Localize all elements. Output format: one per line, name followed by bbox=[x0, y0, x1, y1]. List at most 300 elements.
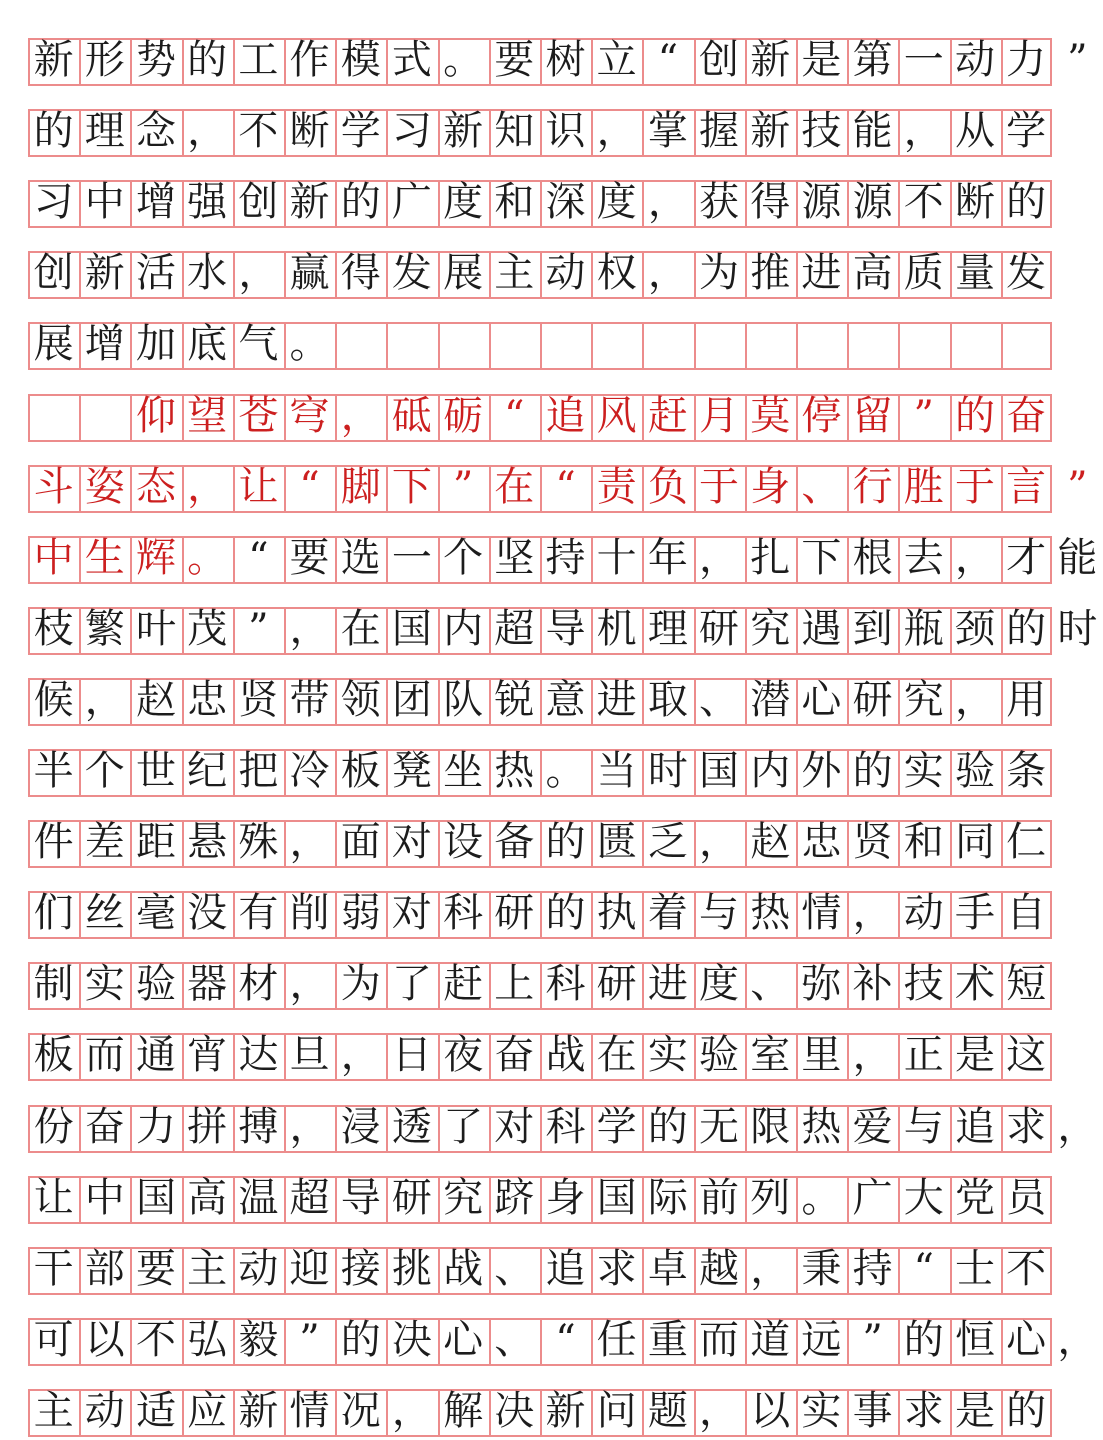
character: 莫 bbox=[750, 392, 791, 439]
character: 情 bbox=[289, 1387, 330, 1434]
character: 正 bbox=[903, 1032, 944, 1079]
character: 情 bbox=[801, 890, 842, 937]
text-line bbox=[28, 1170, 1088, 1226]
character: 在 bbox=[494, 463, 535, 510]
character: 行 bbox=[852, 463, 893, 510]
character: 加 bbox=[135, 321, 176, 368]
character: “ bbox=[248, 534, 269, 581]
character: 士 bbox=[954, 1245, 995, 1292]
character: 面 bbox=[340, 819, 381, 866]
character: 拼 bbox=[187, 1103, 228, 1150]
character: 一 bbox=[391, 534, 432, 581]
character: 带 bbox=[289, 676, 330, 723]
character: 下 bbox=[391, 463, 432, 510]
character: 为 bbox=[340, 961, 381, 1008]
character: 求 bbox=[903, 1387, 944, 1434]
character: 学 bbox=[1006, 108, 1047, 155]
character: 斗 bbox=[33, 463, 74, 510]
character: 的 bbox=[187, 37, 228, 83]
character: 言 bbox=[1006, 463, 1047, 510]
character: 动 bbox=[903, 890, 944, 937]
character: 掌 bbox=[647, 108, 688, 155]
character: 追 bbox=[954, 1103, 995, 1150]
character: 对 bbox=[391, 890, 432, 937]
character: 第 bbox=[852, 37, 893, 83]
character: 强 bbox=[187, 179, 228, 226]
character: 动 bbox=[545, 250, 586, 297]
character: 责 bbox=[596, 463, 637, 510]
character: 件 bbox=[33, 819, 74, 866]
character: 进 bbox=[801, 250, 842, 297]
character: 在 bbox=[340, 605, 381, 652]
character: “ bbox=[504, 392, 525, 439]
character: 削 bbox=[289, 890, 330, 937]
character: 念 bbox=[135, 108, 176, 155]
character: 接 bbox=[340, 1245, 381, 1292]
character: 繁 bbox=[84, 605, 125, 652]
character: 夜 bbox=[443, 1032, 484, 1079]
character: 们 bbox=[33, 890, 74, 937]
character: 、 bbox=[494, 1245, 535, 1292]
character: 气 bbox=[238, 321, 279, 368]
character: 为 bbox=[699, 250, 740, 297]
character: 奋 bbox=[84, 1103, 125, 1150]
character: 制 bbox=[33, 961, 74, 1008]
character: 根 bbox=[852, 534, 893, 581]
character: ” bbox=[452, 463, 474, 510]
character: 和 bbox=[903, 819, 944, 866]
character: 导 bbox=[340, 1174, 381, 1221]
character: 奋 bbox=[1006, 392, 1047, 439]
character: 验 bbox=[699, 1032, 740, 1079]
character: 问 bbox=[596, 1387, 637, 1434]
character: 源 bbox=[801, 179, 842, 226]
character: 砺 bbox=[443, 392, 484, 439]
character: 作 bbox=[289, 37, 330, 83]
character: 弘 bbox=[187, 1316, 228, 1363]
character: 乏 bbox=[647, 819, 688, 866]
character: 备 bbox=[494, 819, 535, 866]
character: 热 bbox=[494, 748, 535, 794]
character: 机 bbox=[596, 605, 637, 652]
character: 同 bbox=[954, 819, 995, 866]
character: 殊 bbox=[238, 819, 279, 866]
character: 叶 bbox=[135, 605, 176, 652]
character: ” bbox=[913, 392, 934, 439]
character: 的 bbox=[340, 1316, 381, 1363]
character: 团 bbox=[391, 676, 432, 723]
character: 主 bbox=[187, 1245, 228, 1292]
text-line bbox=[28, 1099, 1098, 1155]
character: 、 bbox=[801, 463, 842, 510]
text-line bbox=[28, 245, 1088, 301]
character: 心 bbox=[1006, 1316, 1047, 1363]
character: 下 bbox=[801, 534, 842, 581]
character: 贤 bbox=[238, 676, 279, 723]
character: 持 bbox=[852, 1245, 893, 1292]
character: 纪 bbox=[187, 748, 228, 794]
character: 推 bbox=[750, 250, 791, 297]
character: 研 bbox=[494, 890, 535, 937]
character: 而 bbox=[84, 1032, 125, 1079]
character: ， bbox=[238, 250, 279, 297]
character: ” bbox=[248, 605, 269, 652]
character: “ bbox=[913, 1245, 934, 1292]
character: ， bbox=[1057, 1316, 1098, 1363]
character: 挑 bbox=[391, 1245, 432, 1292]
character: ， bbox=[84, 676, 125, 723]
character: 式 bbox=[391, 37, 432, 83]
character: 坚 bbox=[494, 534, 535, 581]
character: 。 bbox=[187, 534, 228, 581]
character: 一 bbox=[903, 37, 944, 83]
character: ， bbox=[289, 605, 330, 652]
character: 习 bbox=[391, 108, 432, 155]
character: 从 bbox=[954, 108, 995, 155]
character: 不 bbox=[1006, 1245, 1047, 1292]
character: 战 bbox=[545, 1032, 586, 1079]
text-line bbox=[28, 388, 1088, 444]
character: 执 bbox=[596, 890, 637, 937]
character: 辉 bbox=[135, 534, 176, 581]
character: 、 bbox=[494, 1316, 535, 1363]
character: 源 bbox=[852, 179, 893, 226]
character: 知 bbox=[494, 108, 535, 155]
character: 进 bbox=[596, 676, 637, 723]
character: 况 bbox=[340, 1387, 381, 1434]
character: 任 bbox=[596, 1316, 637, 1363]
character: ， bbox=[647, 250, 688, 297]
character: 。 bbox=[289, 321, 330, 368]
character: ， bbox=[852, 890, 893, 937]
character: 中 bbox=[84, 179, 125, 226]
character: 力 bbox=[1006, 37, 1047, 83]
character: 是 bbox=[954, 1387, 995, 1434]
character: 态 bbox=[135, 463, 176, 510]
text-line bbox=[28, 743, 1088, 799]
character: 忠 bbox=[187, 676, 228, 723]
character: 能 bbox=[1057, 534, 1098, 581]
character: 的 bbox=[33, 108, 74, 155]
character bbox=[79, 388, 130, 444]
character: 的 bbox=[340, 179, 381, 226]
character: 科 bbox=[545, 961, 586, 1008]
character: 没 bbox=[187, 890, 228, 937]
character: 获 bbox=[699, 179, 740, 226]
character: 无 bbox=[699, 1103, 740, 1150]
character: 不 bbox=[135, 1316, 176, 1363]
character: 设 bbox=[443, 819, 484, 866]
text-line bbox=[28, 1241, 1088, 1297]
character: 决 bbox=[391, 1316, 432, 1363]
text-line bbox=[28, 672, 1088, 728]
character: 。 bbox=[801, 1174, 842, 1221]
character: 十 bbox=[596, 534, 637, 581]
character: 不 bbox=[238, 108, 279, 155]
character: 在 bbox=[596, 1032, 637, 1079]
character: 温 bbox=[238, 1174, 279, 1221]
character: 科 bbox=[443, 890, 484, 937]
character: 科 bbox=[545, 1103, 586, 1150]
character: 新 bbox=[84, 250, 125, 297]
character: 中 bbox=[84, 1174, 125, 1221]
character: 。 bbox=[545, 748, 586, 794]
character: 新 bbox=[750, 37, 791, 83]
character: ， bbox=[954, 676, 995, 723]
character: 通 bbox=[135, 1032, 176, 1079]
character: 的 bbox=[1006, 1387, 1047, 1434]
character: 导 bbox=[545, 605, 586, 652]
character: 个 bbox=[443, 534, 484, 581]
character: ， bbox=[1057, 1103, 1098, 1150]
character: 的 bbox=[852, 748, 893, 794]
character: 度 bbox=[443, 179, 484, 226]
character: 底 bbox=[187, 321, 228, 368]
text-line bbox=[28, 174, 1088, 230]
character: 理 bbox=[647, 605, 688, 652]
character: 技 bbox=[903, 961, 944, 1008]
character: 赶 bbox=[647, 392, 688, 439]
character: 断 bbox=[954, 179, 995, 226]
character: 室 bbox=[750, 1032, 791, 1079]
character: 奋 bbox=[494, 1032, 535, 1079]
character: 弥 bbox=[801, 961, 842, 1008]
character: 月 bbox=[699, 392, 740, 439]
character: 赢 bbox=[289, 250, 330, 297]
character: ， bbox=[647, 179, 688, 226]
character: ， bbox=[340, 392, 381, 439]
character: 力 bbox=[135, 1103, 176, 1150]
character: 领 bbox=[340, 676, 381, 723]
character: 的 bbox=[545, 890, 586, 937]
character: 透 bbox=[391, 1103, 432, 1150]
character: 追 bbox=[545, 392, 586, 439]
character: 新 bbox=[33, 37, 74, 83]
character: 动 bbox=[954, 37, 995, 83]
character: 有 bbox=[238, 890, 279, 937]
character: ， bbox=[699, 1387, 740, 1434]
character: 赶 bbox=[443, 961, 484, 1008]
character: 贤 bbox=[852, 819, 893, 866]
character: 实 bbox=[647, 1032, 688, 1079]
character: 到 bbox=[852, 605, 893, 652]
character: 题 bbox=[647, 1387, 688, 1434]
character: 国 bbox=[596, 1174, 637, 1221]
character: 适 bbox=[135, 1387, 176, 1434]
character: 实 bbox=[903, 748, 944, 794]
character: 形 bbox=[84, 37, 125, 83]
character: 让 bbox=[33, 1174, 74, 1221]
character: 国 bbox=[391, 605, 432, 652]
character: 器 bbox=[187, 961, 228, 1008]
character: 前 bbox=[699, 1174, 740, 1221]
character: 手 bbox=[954, 890, 995, 937]
character: 材 bbox=[238, 961, 279, 1008]
character: 、 bbox=[699, 676, 740, 723]
character: 战 bbox=[443, 1245, 484, 1292]
character: 着 bbox=[647, 890, 688, 937]
character: 赵 bbox=[135, 676, 176, 723]
character: 于 bbox=[954, 463, 995, 510]
character: ， bbox=[699, 534, 740, 581]
character: 识 bbox=[545, 108, 586, 155]
character: 赵 bbox=[750, 819, 791, 866]
character: 求 bbox=[596, 1245, 637, 1292]
character: 浸 bbox=[340, 1103, 381, 1150]
character: 匮 bbox=[596, 819, 637, 866]
character: 对 bbox=[391, 819, 432, 866]
character: ， bbox=[391, 1387, 432, 1434]
character: 颈 bbox=[954, 605, 995, 652]
character: 与 bbox=[699, 890, 740, 937]
character: 恒 bbox=[954, 1316, 995, 1363]
character: 列 bbox=[750, 1174, 791, 1221]
character: ， bbox=[187, 108, 228, 155]
character: ， bbox=[187, 463, 228, 510]
character: 悬 bbox=[187, 819, 228, 866]
character: 板 bbox=[340, 748, 381, 794]
character: 势 bbox=[135, 37, 176, 83]
character: “ bbox=[555, 1316, 576, 1363]
character: 而 bbox=[699, 1316, 740, 1363]
character: 应 bbox=[187, 1387, 228, 1434]
text-line bbox=[28, 32, 1088, 88]
character: 高 bbox=[187, 1174, 228, 1221]
character: 创 bbox=[238, 179, 279, 226]
character: 茂 bbox=[187, 605, 228, 652]
character: 得 bbox=[340, 250, 381, 297]
character: 与 bbox=[903, 1103, 944, 1150]
character: 意 bbox=[545, 676, 586, 723]
character: 事 bbox=[852, 1387, 893, 1434]
character: “ bbox=[299, 463, 320, 510]
character: 发 bbox=[1006, 250, 1047, 297]
character: 术 bbox=[954, 961, 995, 1008]
character: 条 bbox=[1006, 748, 1047, 794]
character: 深 bbox=[545, 179, 586, 226]
character: 望 bbox=[187, 392, 228, 439]
text-line bbox=[28, 1312, 1098, 1368]
character: 停 bbox=[801, 392, 842, 439]
character: 持 bbox=[545, 534, 586, 581]
character: 高 bbox=[852, 250, 893, 297]
text-line bbox=[28, 459, 1088, 515]
character: 水 bbox=[187, 250, 228, 297]
character: 内 bbox=[750, 748, 791, 794]
character: 增 bbox=[135, 179, 176, 226]
character: ” bbox=[1067, 37, 1088, 83]
text-line bbox=[28, 103, 1088, 159]
character: 量 bbox=[954, 250, 995, 297]
character: 研 bbox=[852, 676, 893, 723]
character: 研 bbox=[596, 961, 637, 1008]
character: 、 bbox=[750, 961, 791, 1008]
character: 动 bbox=[238, 1245, 279, 1292]
character: 。 bbox=[443, 37, 484, 83]
character: 员 bbox=[1006, 1174, 1047, 1221]
character: 超 bbox=[494, 605, 535, 652]
text-line bbox=[28, 885, 1088, 941]
character: 树 bbox=[545, 37, 586, 83]
character: 时 bbox=[647, 748, 688, 794]
character: 候 bbox=[33, 676, 74, 723]
character: 以 bbox=[750, 1387, 791, 1434]
character: 实 bbox=[801, 1387, 842, 1434]
character: 毅 bbox=[238, 1316, 279, 1363]
character: 搏 bbox=[238, 1103, 279, 1150]
character: 新 bbox=[545, 1387, 586, 1434]
character: 坐 bbox=[443, 748, 484, 794]
character: 达 bbox=[238, 1032, 279, 1079]
character: 能 bbox=[852, 108, 893, 155]
character: 发 bbox=[391, 250, 432, 297]
character: 断 bbox=[289, 108, 330, 155]
character: 干 bbox=[33, 1245, 74, 1292]
character: 穹 bbox=[289, 392, 330, 439]
character: 越 bbox=[699, 1245, 740, 1292]
character: 冷 bbox=[289, 748, 330, 794]
character: 党 bbox=[954, 1174, 995, 1221]
character: 的 bbox=[647, 1103, 688, 1150]
character: 限 bbox=[750, 1103, 791, 1150]
character: 身 bbox=[750, 463, 791, 510]
character: 追 bbox=[545, 1245, 586, 1292]
character: 时 bbox=[1057, 605, 1098, 652]
character: 主 bbox=[33, 1387, 74, 1434]
character: 日 bbox=[391, 1032, 432, 1079]
character: 度 bbox=[596, 179, 637, 226]
character: 宵 bbox=[187, 1032, 228, 1079]
character: ， bbox=[340, 1032, 381, 1079]
character: 技 bbox=[801, 108, 842, 155]
character: 旦 bbox=[289, 1032, 330, 1079]
character: 究 bbox=[443, 1174, 484, 1221]
character: 板 bbox=[33, 1032, 74, 1079]
character: 工 bbox=[238, 37, 279, 83]
character: 远 bbox=[801, 1316, 842, 1363]
character: 补 bbox=[852, 961, 893, 1008]
character: 上 bbox=[494, 961, 535, 1008]
character: 对 bbox=[494, 1103, 535, 1150]
character: 验 bbox=[954, 748, 995, 794]
character: 展 bbox=[443, 250, 484, 297]
character: 胜 bbox=[903, 463, 944, 510]
character: 凳 bbox=[391, 748, 432, 794]
character: 留 bbox=[852, 392, 893, 439]
character: 队 bbox=[443, 676, 484, 723]
text-line bbox=[28, 1383, 1088, 1439]
character: 可 bbox=[33, 1316, 74, 1363]
character: 把 bbox=[238, 748, 279, 794]
character: 研 bbox=[699, 605, 740, 652]
character: 跻 bbox=[494, 1174, 535, 1221]
text-line bbox=[28, 316, 1088, 372]
character: 姿 bbox=[84, 463, 125, 510]
character: 广 bbox=[852, 1174, 893, 1221]
character: 于 bbox=[699, 463, 740, 510]
character: 瓶 bbox=[903, 605, 944, 652]
character: 内 bbox=[443, 605, 484, 652]
character: 热 bbox=[750, 890, 791, 937]
character: 砥 bbox=[391, 392, 432, 439]
character: 了 bbox=[443, 1103, 484, 1150]
character: 风 bbox=[596, 392, 637, 439]
character: 要 bbox=[494, 37, 535, 83]
character: ， bbox=[289, 819, 330, 866]
character: 超 bbox=[289, 1174, 330, 1221]
character: 的 bbox=[903, 1316, 944, 1363]
text-line bbox=[28, 956, 1088, 1012]
